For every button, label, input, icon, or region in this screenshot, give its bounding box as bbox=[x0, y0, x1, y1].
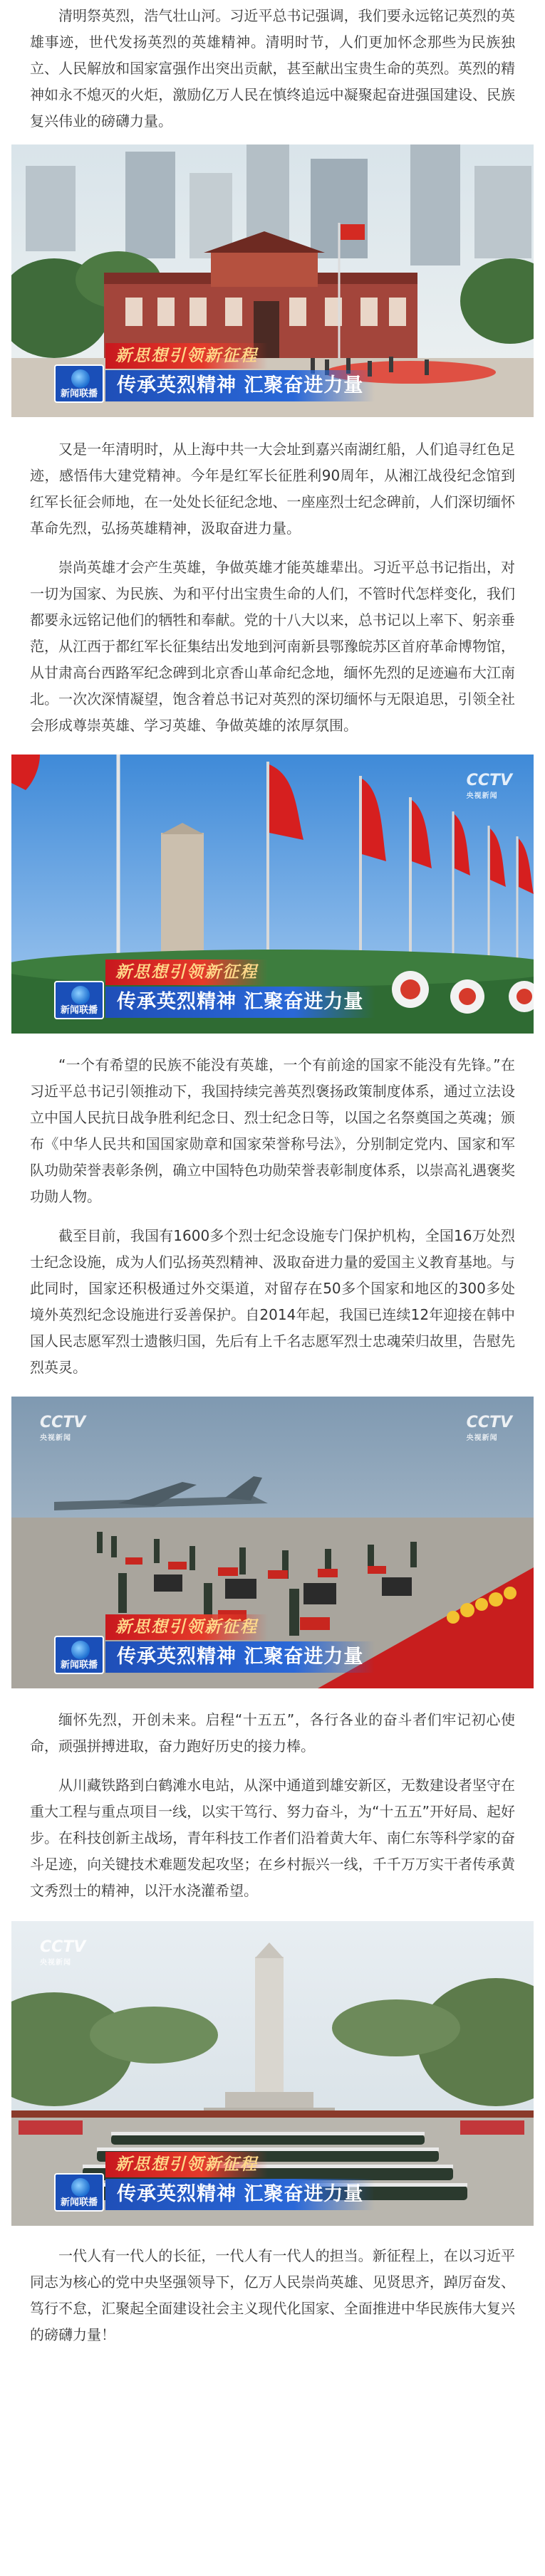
banner-slogan: 新思想引领新征程 bbox=[105, 1614, 268, 1640]
article-paragraph-1: 清明祭英烈，浩气壮山河。习近平总书记强调，我们要永远铭记英烈的英雄事迹，世代发扬英烈的英雄精神。清明时节，人们更加怀念那些为民族独立、人民解放和国家富强作出突出贡献，甚至献出宝贵生命的英烈。英烈的精神如永不熄灭的火炬，激励亿万人民在慎终追远中凝聚起奋进强国建设、民族复兴伟业的磅礴力量。 bbox=[30, 7, 515, 130]
news-image-3 bbox=[11, 1397, 534, 1688]
xinwen-lianbo-logo: 新闻联播 bbox=[54, 1636, 104, 1674]
news-banner-2 bbox=[54, 960, 453, 1021]
cctv-watermark-right: CCTV 央视新闻 bbox=[466, 1414, 512, 1442]
article-paragraph-7: 从川藏铁路到白鹤滩水电站，从深中通道到雄安新区，无数建设者坚守在重大工程与重点项目一线，以实干笃行、努力奋斗，为“十五五”开好局、起好步。在科技创新主战场，青年科技工作者们沿着黄大年、南仁东等科学家的奋斗足迹，向关键技术难题发起攻坚；在乡村振兴一线，千千万万实干者传承黄文秀烈士的精神，以汗水浇灌希望。 bbox=[30, 1777, 515, 1899]
news-banner-3 bbox=[54, 1614, 453, 1676]
news-image-2 bbox=[11, 755, 534, 1034]
banner-title: 传承英烈精神 汇聚奋进力量 bbox=[105, 987, 375, 1018]
article-body bbox=[0, 3, 545, 2348]
news-image-1 bbox=[11, 144, 534, 417]
article-paragraph-3: 崇尚英雄才会产生英雄，争做英雄才能英雄辈出。习近平总书记指出，对一切为国家、为民族、为和平付出宝贵生命的人们，不管时代怎样变化，我们都要永远铭记他们的牺牲和奉献。党的十八大以来，总书记以上率下、躬亲垂范，从江西于都红军长征集结出发地到河南新县鄂豫皖苏区首府革命博物馆，从甘肃高台西路军纪念碑到北京香山革命纪念地，缅怀先烈的足迹遍布大江南北。一次次深情凝望，饱含着总书记对英烈的深切缅怀与无限追思，引领全社会形成尊崇英雄、学习英雄、争做英雄的浓厚氛围。 bbox=[30, 559, 515, 734]
banner-slogan: 新思想引领新征程 bbox=[105, 960, 268, 985]
xinwen-lianbo-logo: 新闻联播 bbox=[54, 981, 104, 1019]
xinwen-lianbo-logo: 新闻联播 bbox=[54, 364, 104, 403]
cctv-watermark: CCTV 央视新闻 bbox=[40, 1938, 86, 1967]
banner-slogan: 新思想引领新征程 bbox=[105, 2152, 268, 2177]
news-image-4 bbox=[11, 1921, 534, 2226]
article-paragraph-4: “一个有希望的民族不能没有英雄，一个有前途的国家不能没有先锋。”在习近平总书记引领推动下，我国持续完善英烈褒扬政策制度体系，通过立法设立中国人民抗日战争胜利纪念日、烈士纪念日等，以国之名祭奠国之英魂；颁布《中华人民共和国国家勋章和国家荣誉称号法》，分别制定党内、国家和军队功勋荣誉表彰条例，确立中国特色功勋荣誉表彰制度体系，以崇高礼遇褒奖功勋人物。 bbox=[30, 1056, 515, 1205]
article-paragraph-6: 缅怀先烈，开创未来。启程“十五五”，各行各业的奋斗者们牢记初心使命，顽强拼搏进取，奋力跑好历史的接力棒。 bbox=[30, 1711, 515, 1755]
banner-title: 传承英烈精神 汇聚奋进力量 bbox=[105, 370, 375, 401]
banner-slogan: 新思想引领新征程 bbox=[105, 343, 268, 369]
article-paragraph-8: 一代人有一代人的长征，一代人有一代人的担当。新征程上，在以习近平同志为核心的党中央坚强领导下，亿万人民崇尚英雄、见贤思齐，踔厉奋发、笃行不怠，汇聚起全面建设社会主义现代化国家、全面推进中华民族伟大复兴的磅礴力量！ bbox=[30, 2247, 515, 2343]
article-paragraph-5: 截至目前，我国有1600多个烈士纪念设施专门保护机构，全国16万处烈士纪念设施，成为人们弘扬英烈精神、汲取奋进力量的爱国主义教育基地。与此同时，国家还积极通过外交渠道，对留存在50多个国家和地区的300多处境外英烈纪念设施进行妥善保护。自2014年起，我国已连续12年迎接在韩中国人民志愿军烈士遗骸归国，先后有上千名志愿军烈士忠魂荣归故里，告慰先烈英灵。 bbox=[30, 1227, 515, 1376]
banner-title: 传承英烈精神 汇聚奋进力量 bbox=[105, 1641, 375, 1673]
cctv-watermark-left: CCTV 央视新闻 bbox=[40, 1414, 86, 1442]
xinwen-lianbo-logo: 新闻联播 bbox=[54, 2173, 104, 2212]
cctv-watermark: CCTV 央视新闻 bbox=[466, 772, 512, 800]
banner-title: 传承英烈精神 汇聚奋进力量 bbox=[105, 2179, 375, 2210]
article-paragraph-2: 又是一年清明时，从上海中共一大会址到嘉兴南湖红船，人们追寻红色足迹，感悟伟大建党精神。今年是红军长征胜利90周年，从湘江战役纪念馆到红军长征会师地，在一处处长征纪念地、一座座烈士纪念碑前，人们深切缅怀革命先烈，弘扬英雄精神，汲取奋进力量。 bbox=[30, 441, 515, 537]
news-banner-1 bbox=[54, 343, 453, 404]
news-banner-4 bbox=[54, 2152, 453, 2213]
